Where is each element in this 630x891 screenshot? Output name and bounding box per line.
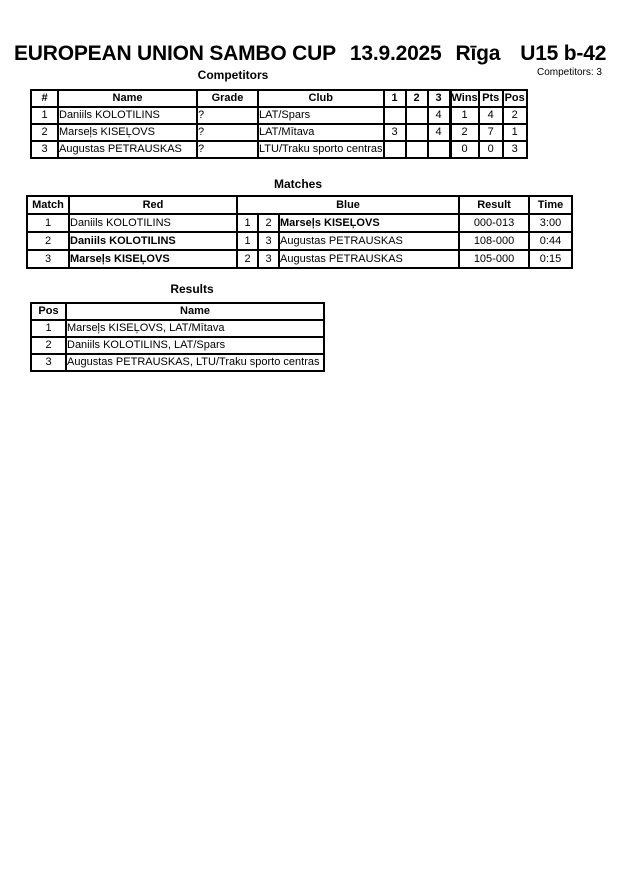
competitor-row [31,107,527,124]
results-table [30,302,325,372]
competitor-pos: 2 [503,107,527,124]
title-event-name: EUROPEAN UNION SAMBO CUP [14,42,336,65]
title-place: Rīga [455,42,501,65]
competitor-number: 1 [31,107,58,124]
competitor-name: Daniils KOLOTILINS [58,107,197,124]
match-red-name: Daniils KOLOTILINS [69,214,237,232]
match-blue-name: Augustas PETRAUSKAS [279,232,459,250]
col-header-round-2: 2 [406,90,428,107]
match-result: 105-000 [459,250,529,268]
competitors-header-row [31,90,527,107]
match-time: 0:44 [529,232,572,250]
col-header-blue: Blue [237,196,459,214]
competitor-row [31,141,527,158]
competitors-section-title: Competitors [197,68,269,82]
competitor-grade: ? [197,141,258,158]
competitor-name: Augustas PETRAUSKAS [58,141,197,158]
result-name: Marseļs KISEĻOVS, LAT/Mītava [66,320,324,337]
title-weight-category: U15 b-42 [520,42,607,65]
competitor-grade: ? [197,107,258,124]
result-name: Augustas PETRAUSKAS, LTU/Traku sporto centras [66,354,324,371]
match-blue-name: Marseļs KISEĻOVS [279,214,459,232]
competitor-pos: 1 [503,124,527,141]
competitor-opp2-score [406,107,428,124]
page-title [14,43,620,65]
competitor-grade: ? [197,124,258,141]
competitors-count-label: Competitors: 3 [536,67,602,78]
match-red-name: Daniils KOLOTILINS [69,232,237,250]
match-red-seed: 2 [237,250,258,268]
competitor-pts: 0 [479,141,503,158]
competitor-opp1-score: 3 [384,124,406,141]
match-red-seed: 1 [237,214,258,232]
competitor-wins: 2 [450,124,479,141]
competitor-row [31,124,527,141]
col-header-club: Club [258,90,384,107]
competitor-club: LAT/Spars [258,107,384,124]
col-header-grade: Grade [197,90,258,107]
competitor-club: LTU/Traku sporto centras [258,141,384,158]
col-header-result: Result [459,196,529,214]
competitor-club: LAT/Mītava [258,124,384,141]
match-row [27,232,572,250]
col-header-number: # [31,90,58,107]
results-header-row [31,303,324,320]
match-time: 3:00 [529,214,572,232]
col-header-pos: Pos [31,303,66,320]
competitor-wins: 0 [450,141,479,158]
result-pos: 1 [31,320,66,337]
matches-header-row [27,196,572,214]
title-date: 13.9.2025 [349,42,442,65]
col-header-name: Name [58,90,197,107]
match-blue-name: Augustas PETRAUSKAS [279,250,459,268]
match-time: 0:15 [529,250,572,268]
competitor-number: 2 [31,124,58,141]
competitor-number: 3 [31,141,58,158]
result-pos: 3 [31,354,66,371]
competitor-opp2-score [406,124,428,141]
match-blue-seed: 3 [258,250,279,268]
competitor-pts: 7 [479,124,503,141]
match-number: 1 [27,214,69,232]
col-header-round-3: 3 [428,90,450,107]
result-row [31,320,324,337]
competitor-opp3-score [428,141,450,158]
match-result: 000-013 [459,214,529,232]
competitors-table [30,89,528,159]
competitor-opp3-score: 4 [428,107,450,124]
matches-table [26,195,573,269]
competitor-pts: 4 [479,107,503,124]
result-row [31,354,324,371]
col-header-time: Time [529,196,572,214]
col-header-match: Match [27,196,69,214]
result-name: Daniils KOLOTILINS, LAT/Spars [66,337,324,354]
competitor-opp1-score [384,141,406,158]
match-result: 108-000 [459,232,529,250]
col-header-wins: Wins [450,90,479,107]
competitor-opp1-score [384,107,406,124]
match-row [27,250,572,268]
result-row [31,337,324,354]
matches-section-title: Matches [273,177,323,191]
competitor-pos: 3 [503,141,527,158]
col-header-pos: Pos [503,90,527,107]
match-blue-seed: 3 [258,232,279,250]
match-number: 2 [27,232,69,250]
competitor-name: Marseļs KISEĻOVS [58,124,197,141]
competitor-opp2-score [406,141,428,158]
col-header-red: Red [69,196,237,214]
col-header-round-1: 1 [384,90,406,107]
competitor-opp3-score: 4 [428,124,450,141]
result-pos: 2 [31,337,66,354]
match-row [27,214,572,232]
results-section-title: Results [170,282,214,296]
col-header-pts: Pts [479,90,503,107]
match-red-name: Marseļs KISEĻOVS [69,250,237,268]
col-header-name: Name [66,303,324,320]
match-blue-seed: 2 [258,214,279,232]
match-red-seed: 1 [237,232,258,250]
match-number: 3 [27,250,69,268]
competitor-wins: 1 [450,107,479,124]
